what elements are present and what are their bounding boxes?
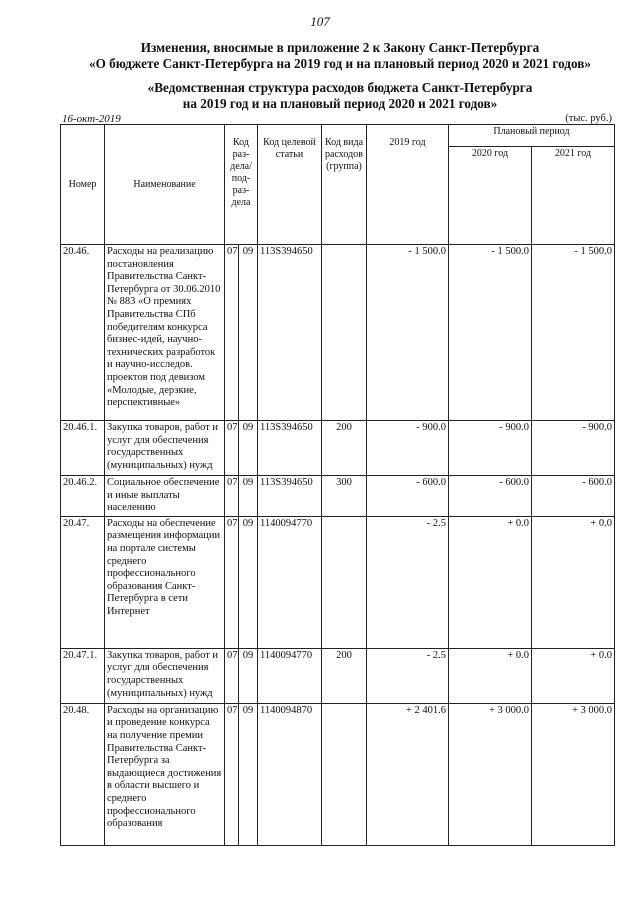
- row-value-2020: - 600.0: [449, 476, 532, 517]
- row-value-2021: - 1 500.0: [532, 245, 615, 421]
- header-2019: 2019 год: [367, 125, 449, 245]
- row-expense-type: [322, 703, 367, 845]
- row-subsection: 09: [239, 516, 258, 648]
- row-expense-type: 300: [322, 476, 367, 517]
- row-subsection: 09: [239, 421, 258, 476]
- row-subsection: 09: [239, 245, 258, 421]
- row-value-2021: + 0.0: [532, 648, 615, 703]
- row-value-2020: - 1 500.0: [449, 245, 532, 421]
- row-value-2019: - 2.5: [367, 648, 449, 703]
- title-line-2: «О бюджете Санкт-Петербурга на 2019 год и на плановый период 2020 и 2021 годов»: [89, 56, 591, 71]
- row-value-2021: - 600.0: [532, 476, 615, 517]
- row-name: Расходы на организацию и проведение конкурса на получение премии Правительства Санкт-Петербурга за выдающиеся достижения в области высшего и среднего профессионального образования: [105, 703, 225, 845]
- subtitle-line-2: на 2019 год и на плановый период 2020 и 2021 годов»: [182, 96, 498, 111]
- row-section: 07: [225, 516, 239, 648]
- row-target-code: 1140094770: [258, 648, 322, 703]
- row-name: Социальное обеспечение и иные выплаты населению: [105, 476, 225, 517]
- row-value-2020: + 0.0: [449, 516, 532, 648]
- row-number: 20.47.: [61, 516, 105, 648]
- header-number: Номер: [61, 125, 105, 245]
- row-subsection: 09: [239, 703, 258, 845]
- row-value-2019: - 600.0: [367, 476, 449, 517]
- document-date: 16-окт-2019: [62, 113, 121, 125]
- row-target-code: 1140094770: [258, 516, 322, 648]
- row-value-2020: + 3 000.0: [449, 703, 532, 845]
- header-target-code: Код целевой статьи: [258, 125, 322, 245]
- header-planned-period: Плановый период: [449, 125, 615, 147]
- row-expense-type: 200: [322, 421, 367, 476]
- row-value-2020: - 900.0: [449, 421, 532, 476]
- row-section: 07: [225, 703, 239, 845]
- row-name: Закупка товаров, работ и услуг для обеспечения государственных (муниципальных) нужд: [105, 421, 225, 476]
- title-line-1: Изменения, вносимые в приложение 2 к Закону Санкт-Петербурга: [140, 40, 540, 55]
- table-row: [61, 245, 615, 421]
- table-row: [61, 516, 615, 648]
- row-number: 20.47.1.: [61, 648, 105, 703]
- row-section: 07: [225, 476, 239, 517]
- table-row: [61, 703, 615, 845]
- document-subtitle: [60, 80, 620, 112]
- header-expense-type: Код вида расходов (группа): [322, 125, 367, 245]
- row-subsection: 09: [239, 648, 258, 703]
- row-number: 20.46.2.: [61, 476, 105, 517]
- row-value-2021: + 3 000.0: [532, 703, 615, 845]
- row-expense-type: 200: [322, 648, 367, 703]
- row-section: 07: [225, 245, 239, 421]
- page-number: 107: [310, 14, 330, 29]
- header-2021: 2021 год: [532, 147, 615, 245]
- budget-table: [60, 124, 615, 846]
- row-expense-type: [322, 245, 367, 421]
- table-row: [61, 476, 615, 517]
- row-value-2019: - 1 500.0: [367, 245, 449, 421]
- subtitle-line-1: «Ведомственная структура расходов бюджета Санкт-Петербурга: [147, 80, 533, 95]
- table-row: [61, 421, 615, 476]
- header-name: Наименование: [105, 125, 225, 245]
- row-name: Закупка товаров, работ и услуг для обеспечения государственных (муниципальных) нужд: [105, 648, 225, 703]
- row-value-2019: - 2.5: [367, 516, 449, 648]
- row-name: Расходы на обеспечение размещения информации на портале системы среднего профессионального образования Санкт-Петербурга в сети Интернет: [105, 516, 225, 648]
- row-expense-type: [322, 516, 367, 648]
- row-target-code: 113S394650: [258, 476, 322, 517]
- row-target-code: 113S394650: [258, 245, 322, 421]
- row-value-2019: - 900.0: [367, 421, 449, 476]
- table-row: [61, 648, 615, 703]
- row-number: 20.48.: [61, 703, 105, 845]
- row-value-2021: - 900.0: [532, 421, 615, 476]
- row-name: Расходы на реализацию постановления Правительства Санкт-Петербурга от 30.06.2010 № 883 «О премиях Правительства СПб победителям конкурса бизнес-идей, научно-технических разработок и научно-исследов. проектов под девизом «Молодые, дерзкие, перспективные»: [105, 245, 225, 421]
- row-target-code: 1140094870: [258, 703, 322, 845]
- document-title: [60, 40, 620, 72]
- row-value-2020: + 0.0: [449, 648, 532, 703]
- units-label: (тыс. руб.): [565, 113, 612, 124]
- row-number: 20.46.1.: [61, 421, 105, 476]
- row-target-code: 113S394650: [258, 421, 322, 476]
- header-2020: 2020 год: [449, 147, 532, 245]
- row-value-2019: + 2 401.6: [367, 703, 449, 845]
- row-number: 20.46.: [61, 245, 105, 421]
- row-section: 07: [225, 648, 239, 703]
- header-section-code: Код раз-дела/ под-раз-дела: [225, 125, 258, 245]
- row-value-2021: + 0.0: [532, 516, 615, 648]
- row-section: 07: [225, 421, 239, 476]
- row-subsection: 09: [239, 476, 258, 517]
